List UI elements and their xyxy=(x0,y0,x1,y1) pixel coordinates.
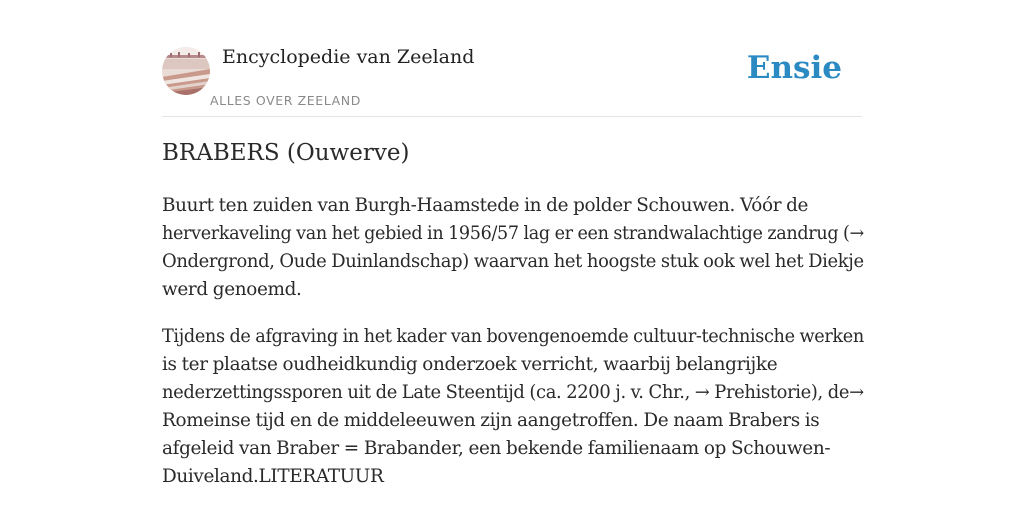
paragraph-line: nederzettingssporen uit de Late Steentijd (ca. 2200 j. v. Chr., → Prehistorie), de→ xyxy=(162,382,864,403)
paragraph-line: Tijdens de afgraving in het kader van bovengenoemde cultuur-technische werken xyxy=(162,326,864,347)
article-paragraph xyxy=(162,323,864,491)
site-header xyxy=(162,0,862,117)
encyclopedia-avatar-icon[interactable] xyxy=(162,47,210,95)
page xyxy=(162,0,862,512)
site-name[interactable]: Encyclopedie van Zeeland xyxy=(222,46,475,68)
paragraph-line: afgeleid van Braber = Brabander, een bekende familienaam op Schouwen- xyxy=(162,438,831,459)
ensie-logo[interactable]: Ensie xyxy=(746,50,842,86)
article-title: BRABERS (Ouwerve) xyxy=(162,140,410,166)
paragraph-line: is ter plaatse oudheidkundig onderzoek verricht, waarbij belangrijke xyxy=(162,354,778,375)
paragraph-line: Romeinse tijd en de middeleeuwen zijn aangetroffen. De naam Brabers is xyxy=(162,410,820,431)
paragraph-line: werd genoemd. xyxy=(162,279,302,300)
site-tagline: ALLES OVER ZEELAND xyxy=(210,93,361,108)
article-paragraph xyxy=(162,192,864,304)
paragraph-line: herverkaveling van het gebied in 1956/57 lag er een strandwalachtige zandrug (→ xyxy=(162,223,864,244)
paragraph-line: Ondergrond, Oude Duinlandschap) waarvan het hoogste stuk ook wel het Diekje xyxy=(162,251,864,272)
paragraph-line: Buurt ten zuiden van Burgh-Haamstede in de polder Schouwen. Vóór de xyxy=(162,195,809,216)
paragraph-line: Duiveland.LITERATUUR xyxy=(162,466,384,487)
